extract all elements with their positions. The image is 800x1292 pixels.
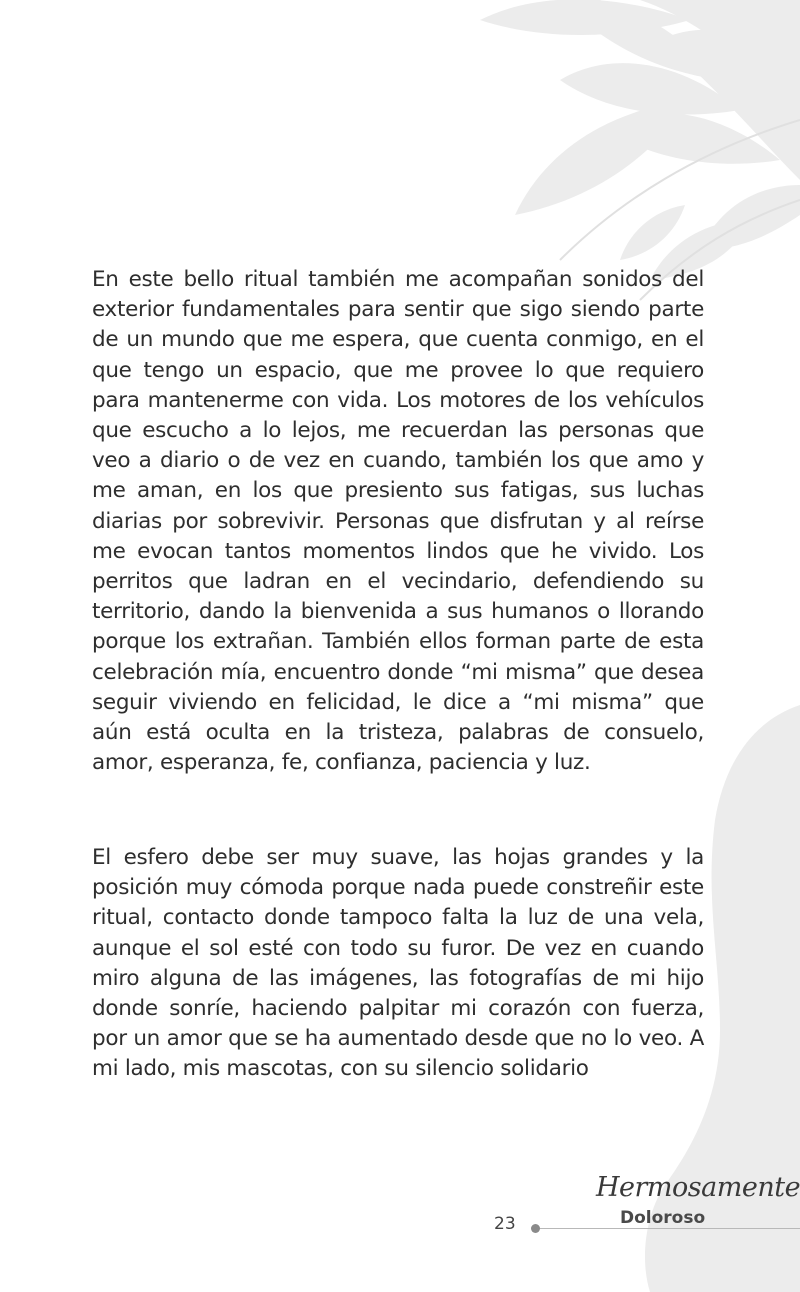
- body-paragraph-1: En este bello ritual también me acompañan sonidos del exterior fundamentales para sentir que sigo siendo parte de un mundo que me espera, que cuenta conmigo, en el que tengo un espacio, que me provee lo que requiero para mantenerme con vida. Los motores de los vehículos que escucho a lo lejos, me recuerdan las personas que veo a diario o de vez en cuando, también los que amo y me aman, en los que presiento sus fatigas, sus luchas diarias por sobrevivir. Personas que disfrutan y al reírse me evocan tantos momentos lindos que he vivido. Los perritos que ladran en el vecindario, defendiendo su territorio, dando la bienvenida a sus humanos o llorando porque los extrañan. También ellos forman parte de esta celebración mía, encuentro donde “mi misma” que desea seguir viviendo en felicidad, le dice a “mi misma” que aún está oculta en la tristeza, palabras de consuelo, amor, esperanza, fe, confianza, paciencia y luz.: [92, 267, 704, 776]
- brand-logo-subtitle: Doloroso: [620, 1208, 706, 1228]
- brand-logo-script: Hermosamente: [596, 1172, 800, 1203]
- leaf-branch-decoration: [480, 0, 800, 280]
- footer-divider: [536, 1228, 800, 1229]
- page-number: 23: [494, 1214, 516, 1234]
- body-paragraph-2: El esfero debe ser muy suave, las hojas grandes y la posición muy cómoda porque nada puede constreñir este ritual, contacto donde tampoco falta la luz de una vela, aunque el sol esté con todo su furor. De vez en cuando miro alguna de las imágenes, las fotografías de mi hijo donde sonríe, haciendo palpitar mi corazón con fuerza, por un amor que se ha aumentado desde que no lo veo. A mi lado, mis mascotas, con su silencio solidario: [92, 845, 704, 1082]
- footer-dot-icon: [531, 1224, 540, 1233]
